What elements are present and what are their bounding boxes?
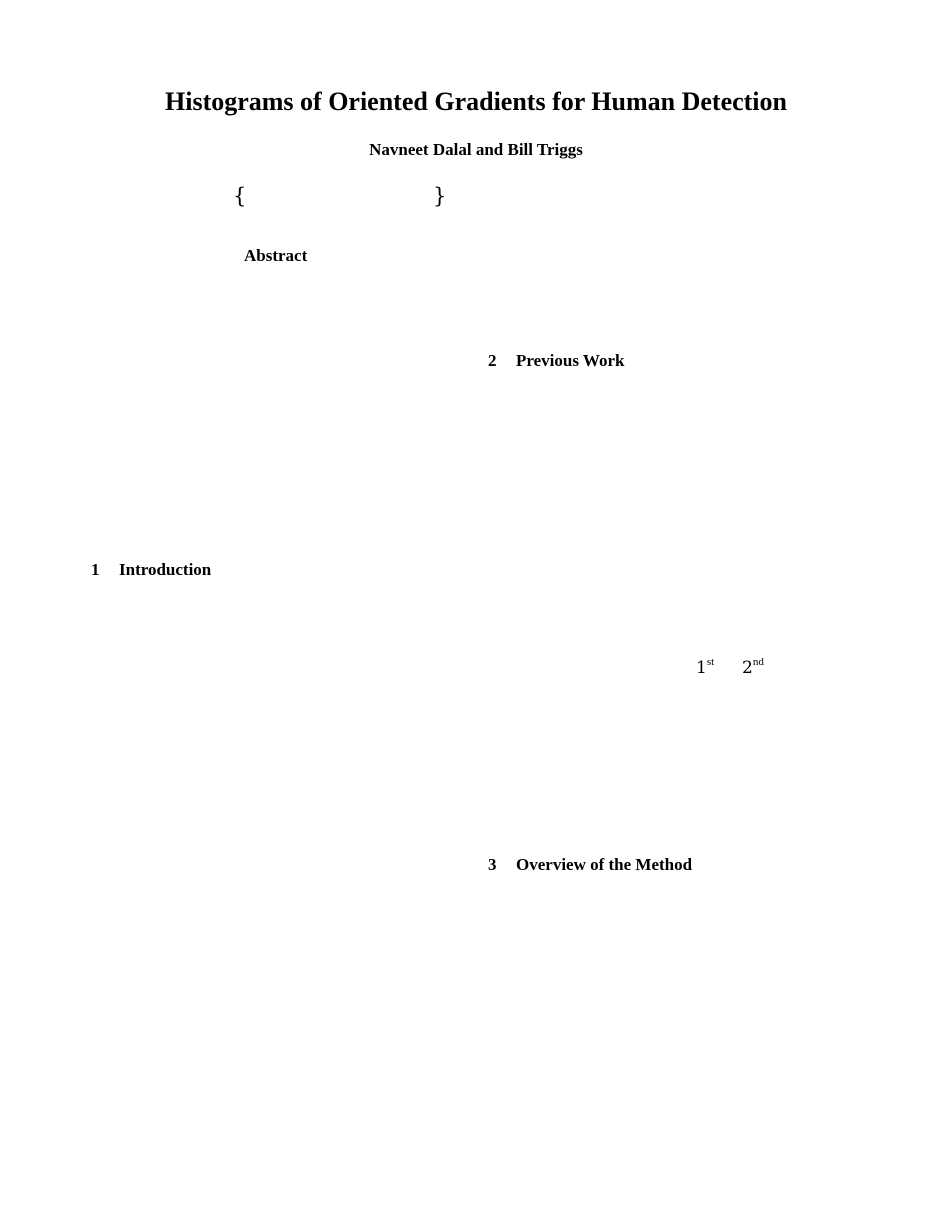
paper-title: Histograms of Oriented Gradients for Human Detection [165, 87, 787, 116]
ordinal-base: 1 [696, 658, 707, 678]
section-title: Introduction [119, 560, 212, 579]
affiliation-open-brace: { [233, 184, 247, 208]
section-title: Overview of the Method [516, 855, 693, 874]
section-heading-introduction [91, 559, 211, 581]
section-number: 2 [488, 351, 497, 370]
section-title: Previous Work [516, 351, 625, 370]
ordinal-first [696, 657, 714, 679]
ordinal-suffix: st [706, 656, 715, 668]
section-heading-previous-work [488, 350, 624, 372]
section-number: 3 [488, 855, 497, 874]
section-number: 1 [91, 560, 100, 579]
ordinal-base: 2 [742, 658, 753, 678]
section-heading-overview [488, 854, 692, 876]
abstract-heading: Abstract [244, 246, 308, 265]
paper-authors: Navneet Dalal and Bill Triggs [369, 140, 583, 159]
ordinal-second [742, 657, 764, 679]
ordinal-suffix: nd [752, 656, 764, 668]
affiliation-close-brace: } [433, 184, 447, 208]
